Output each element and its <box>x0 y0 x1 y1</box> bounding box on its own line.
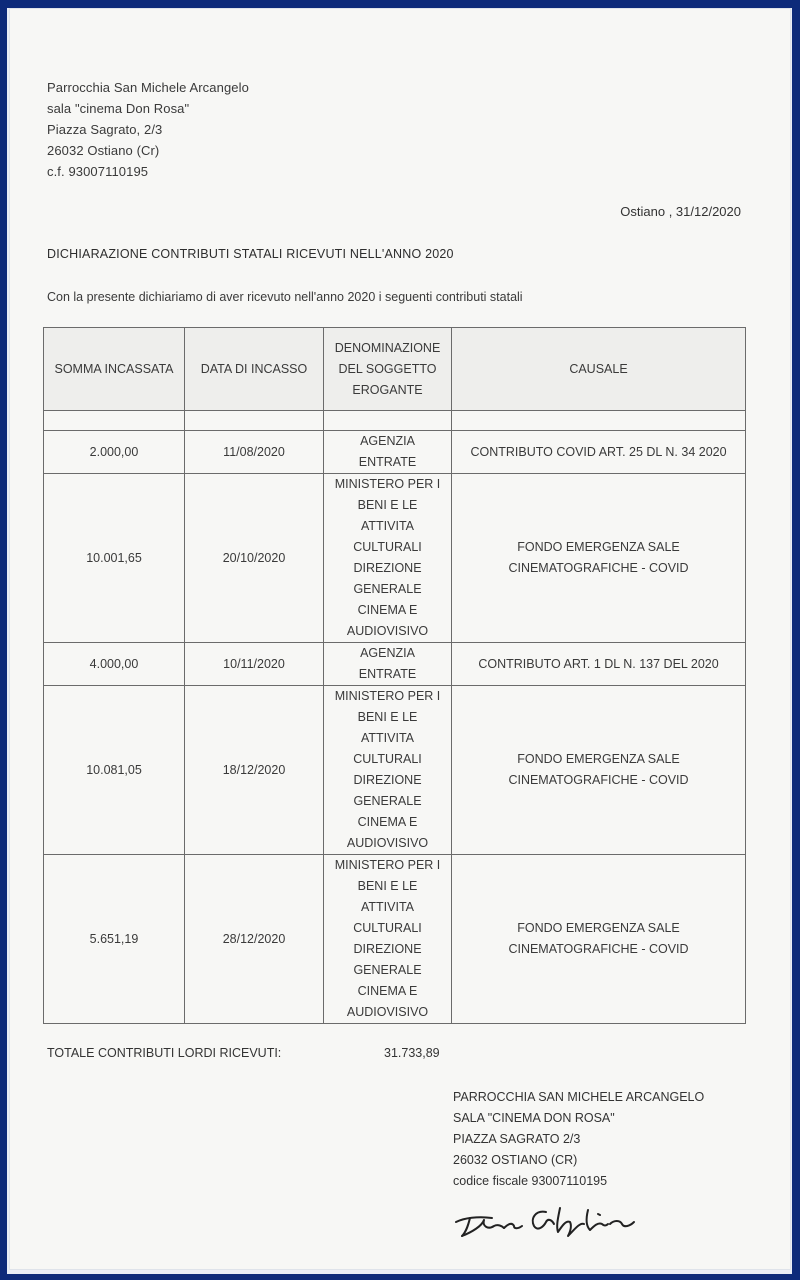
cell-ente <box>324 474 452 643</box>
header-somma: SOMMA INCASSATA <box>44 328 185 411</box>
cell-causale <box>452 431 746 474</box>
cell-data: 11/08/2020 <box>185 431 324 474</box>
causale-line: FONDO EMERGENZA SALE <box>517 752 680 766</box>
ente-line: AUDIOVISIVO <box>346 624 429 638</box>
ente-line: CINEMA E <box>357 603 418 617</box>
sender-line: Parrocchia San Michele Arcangelo <box>47 80 249 95</box>
ente-line: MINISTERO PER I <box>334 689 441 703</box>
total-value: 31.733,89 <box>384 1046 440 1060</box>
ente-line: AGENZIA <box>360 434 415 448</box>
ente-line: CULTURALI <box>353 921 422 935</box>
intro-text: Con la presente dichiariamo di aver ricevuto nell'anno 2020 i seguenti contributi statali <box>47 290 523 304</box>
ente-line: BENI E LE <box>357 879 418 893</box>
sender-address <box>47 77 249 182</box>
ente-line: AUDIOVISIVO <box>346 1005 429 1019</box>
ente-line: ATTIVITA <box>360 519 414 533</box>
cell-data: 10/11/2020 <box>185 643 324 686</box>
ente-line: CINEMA E <box>357 815 418 829</box>
ente-line: ATTIVITA <box>360 731 414 745</box>
ente-line: CULTURALI <box>353 752 422 766</box>
ente-line: ATTIVITA <box>360 900 414 914</box>
causale-line: CONTRIBUTO ART. 1 DL N. 137 DEL 2020 <box>478 656 719 671</box>
cell-somma: 5.651,19 <box>44 855 185 1024</box>
causale-line: FONDO EMERGENZA SALE <box>517 921 680 935</box>
signatory-line: SALA "CINEMA DON ROSA" <box>453 1111 615 1125</box>
cell-somma: 4.000,00 <box>44 643 185 686</box>
cell-data: 20/10/2020 <box>185 474 324 643</box>
signatory-line: codice fiscale 93007110195 <box>453 1174 608 1188</box>
table-row <box>44 474 746 643</box>
cell-somma: 2.000,00 <box>44 431 185 474</box>
signature-icon <box>448 1196 648 1244</box>
ente-line: GENERALE <box>353 963 422 977</box>
ente-line: GENERALE <box>353 794 422 808</box>
signatory-line: 26032 OSTIANO (CR) <box>453 1153 578 1167</box>
cell-somma: 10.001,65 <box>44 474 185 643</box>
sender-line: sala "cinema Don Rosa" <box>47 101 190 116</box>
ente-line: DIREZIONE <box>353 561 422 575</box>
cell-ente <box>324 643 452 686</box>
cell-causale <box>452 855 746 1024</box>
header-data: DATA DI INCASSO <box>185 328 324 411</box>
causale-line: CONTRIBUTO COVID ART. 25 DL N. 34 2020 <box>470 444 727 459</box>
document-heading: DICHIARAZIONE CONTRIBUTI STATALI RICEVUTI NELL'ANNO 2020 <box>47 247 454 261</box>
cell-ente <box>324 855 452 1024</box>
causale-line: CINEMATOGRAFICHE - COVID <box>508 561 689 575</box>
signatory-line: PARROCCHIA SAN MICHELE ARCANGELO <box>453 1090 705 1104</box>
signatory-line: PIAZZA SAGRATO 2/3 <box>453 1132 581 1146</box>
document-date: Ostiano , 31/12/2020 <box>620 204 741 219</box>
ente-line: AGENZIA <box>360 646 415 660</box>
table-spacer-row <box>44 411 746 431</box>
ente-line: BENI E LE <box>357 710 418 724</box>
ente-line: AUDIOVISIVO <box>346 836 429 850</box>
cell-data: 28/12/2020 <box>185 855 324 1024</box>
ente-line: BENI E LE <box>357 498 418 512</box>
ente-line: ENTRATE <box>358 455 417 469</box>
ente-line: CULTURALI <box>353 540 422 554</box>
contributions-table <box>43 327 746 1024</box>
header-ente-line: DEL SOGGETTO <box>338 361 437 376</box>
ente-line: DIREZIONE <box>353 942 422 956</box>
ente-line: GENERALE <box>353 582 422 596</box>
cell-ente <box>324 431 452 474</box>
signatory-block <box>453 1087 704 1192</box>
ente-line: ENTRATE <box>358 667 417 681</box>
cell-somma: 10.081,05 <box>44 686 185 855</box>
ente-line: MINISTERO PER I <box>334 858 441 872</box>
sender-line: Piazza Sagrato, 2/3 <box>47 122 163 137</box>
table-row <box>44 686 746 855</box>
header-ente-line: DENOMINAZIONE <box>334 340 441 355</box>
cell-ente <box>324 686 452 855</box>
table-row <box>44 643 746 686</box>
header-ente-line: EROGANTE <box>352 382 423 397</box>
causale-line: FONDO EMERGENZA SALE <box>517 540 680 554</box>
ente-line: MINISTERO PER I <box>334 477 441 491</box>
sender-line: c.f. 93007110195 <box>47 164 149 179</box>
ente-line: DIREZIONE <box>353 773 422 787</box>
causale-line: CINEMATOGRAFICHE - COVID <box>508 773 689 787</box>
cell-causale <box>452 686 746 855</box>
sender-line: 26032 Ostiano (Cr) <box>47 143 160 158</box>
table-header-row <box>44 328 746 411</box>
total-label: TOTALE CONTRIBUTI LORDI RICEVUTI: <box>47 1046 282 1060</box>
cell-data: 18/12/2020 <box>185 686 324 855</box>
header-ente <box>324 328 452 411</box>
table-row <box>44 855 746 1024</box>
header-causale: CAUSALE <box>452 328 746 411</box>
cell-causale <box>452 643 746 686</box>
causale-line: CINEMATOGRAFICHE - COVID <box>508 942 689 956</box>
handwritten-signature <box>448 1196 648 1249</box>
cell-causale <box>452 474 746 643</box>
table-row <box>44 431 746 474</box>
ente-line: CINEMA E <box>357 984 418 998</box>
